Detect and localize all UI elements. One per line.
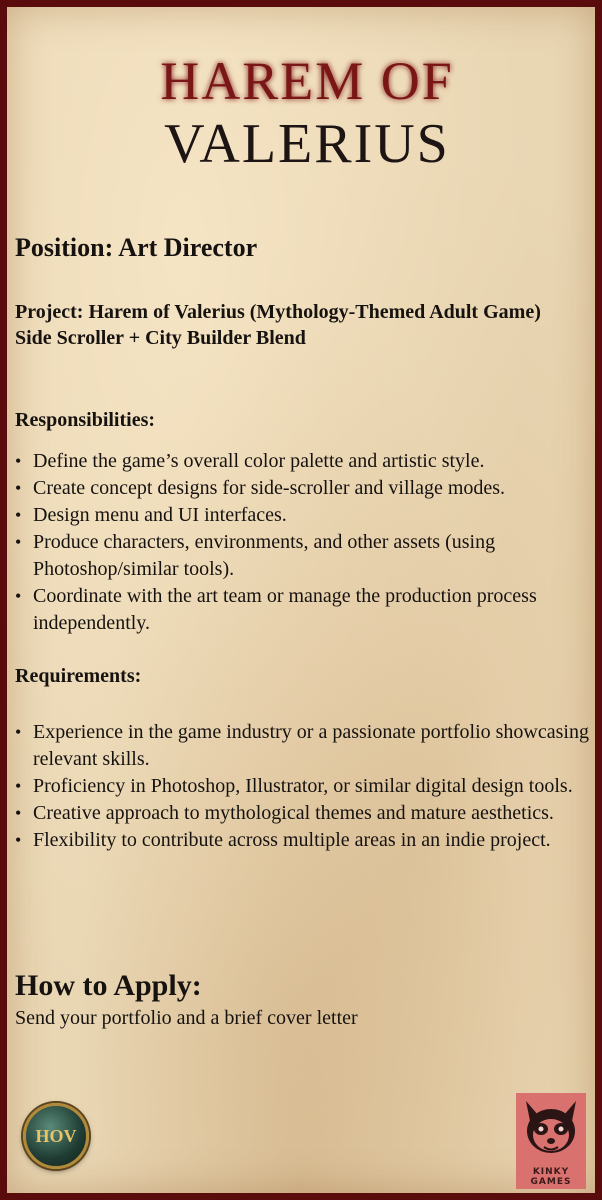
project-subtitle: Side Scroller + City Builder Blend	[15, 327, 306, 349]
kinky-games-text: KINKY GAMES	[530, 1167, 572, 1187]
project-info	[15, 299, 587, 351]
list-item: • Produce characters, environments, and other assets (using Photoshop/similar tools).	[15, 529, 593, 583]
hov-emblem-text: HOV	[35, 1125, 77, 1146]
responsibilities-list	[15, 448, 593, 637]
list-item: • Create concept designs for side-scroller and village modes.	[15, 475, 593, 502]
game-logo	[127, 47, 487, 177]
logo-line-1: HAREM OF	[160, 51, 454, 111]
logo-line-2: VALERIUS	[164, 113, 450, 175]
hov-emblem-icon	[23, 1103, 89, 1169]
list-item: • Design menu and UI interfaces.	[15, 502, 593, 529]
raccoon-icon	[516, 1093, 586, 1163]
kinky-games-logo	[516, 1093, 586, 1189]
list-item: • Proficiency in Photoshop, Illustrator, or similar digital design tools.	[15, 773, 593, 800]
how-to-apply-heading: How to Apply:	[15, 969, 202, 1002]
list-item: • Define the game’s overall color palette and artistic style.	[15, 448, 593, 475]
list-item: • Flexibility to contribute across multiple areas in an indie project.	[15, 827, 593, 854]
requirements-list	[15, 719, 593, 854]
parchment-background	[7, 7, 595, 1193]
list-item: • Creative approach to mythological themes and mature aesthetics.	[15, 800, 593, 827]
game-logo-svg	[127, 47, 487, 177]
requirements-heading: Requirements:	[15, 665, 142, 687]
position-title: Position: Art Director	[15, 233, 258, 262]
responsibilities-heading: Responsibilities:	[15, 409, 156, 431]
list-item: • Experience in the game industry or a passionate portfolio showcasing relevant skills.	[15, 719, 593, 773]
list-item: • Coordinate with the art team or manage the production process independently.	[15, 583, 593, 637]
how-to-apply-text: Send your portfolio and a brief cover letter	[15, 1007, 358, 1029]
project-line: Project: Harem of Valerius (Mythology-Themed Adult Game)	[15, 301, 541, 323]
